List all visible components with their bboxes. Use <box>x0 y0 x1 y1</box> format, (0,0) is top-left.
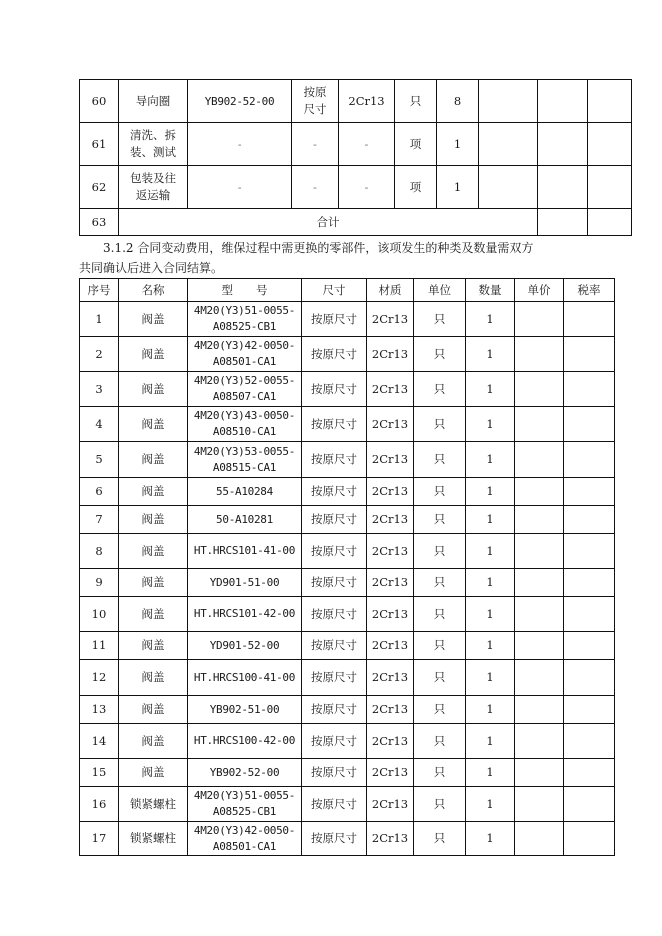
cell-no: 63 <box>80 209 119 236</box>
cell-tax-rate <box>564 632 615 660</box>
cell-price <box>479 80 538 123</box>
cell-qty: 1 <box>466 696 515 724</box>
column-header: 材质 <box>367 279 414 302</box>
cell-name: 阀盖 <box>119 597 188 632</box>
cell-size: 按原尺寸 <box>302 660 367 696</box>
cell-model: YB902-52-00 <box>188 80 292 123</box>
cell-no: 7 <box>80 506 119 534</box>
cell-no: 4 <box>80 407 119 442</box>
cell-size: 按原尺寸 <box>302 569 367 597</box>
cell-qty: 1 <box>466 597 515 632</box>
cell-price <box>515 822 564 856</box>
cell-unit: 项 <box>395 123 437 166</box>
cell-model: 55-A10284 <box>188 478 302 506</box>
table-row <box>80 632 615 660</box>
cell-extra <box>588 123 632 166</box>
table-row <box>80 724 615 759</box>
cell-size: 按原尺寸 <box>302 302 367 337</box>
cell-no: 3 <box>80 372 119 407</box>
cell-tax-rate <box>564 569 615 597</box>
cell-name: 阀盖 <box>119 407 188 442</box>
cell-size: 按原尺寸 <box>302 534 367 569</box>
column-header: 单价 <box>515 279 564 302</box>
cell-price <box>515 696 564 724</box>
cell-price <box>515 569 564 597</box>
cell-material: 2Cr13 <box>367 724 414 759</box>
cell-size: 按原尺寸 <box>302 759 367 787</box>
cell-name: 阀盖 <box>119 696 188 724</box>
cell-qty: 1 <box>466 787 515 822</box>
cell-model: 4M20(Y3)42-0050-A08501-CA1 <box>188 822 302 856</box>
table-row <box>80 569 615 597</box>
cell-qty: 1 <box>466 372 515 407</box>
cell-unit: 只 <box>414 597 466 632</box>
cell-material: 2Cr13 <box>367 407 414 442</box>
cell-tax-rate <box>564 787 615 822</box>
cell-model: 4M20(Y3)42-0050-A08501-CA1 <box>188 337 302 372</box>
table-row <box>80 478 615 506</box>
cell-name: 阀盖 <box>119 759 188 787</box>
cell-name: 阀盖 <box>119 569 188 597</box>
cell-no: 8 <box>80 534 119 569</box>
cell-no: 14 <box>80 724 119 759</box>
cell-qty: 1 <box>466 506 515 534</box>
cell-price <box>515 337 564 372</box>
cell-material: 2Cr13 <box>367 660 414 696</box>
cell-size: - <box>292 166 339 209</box>
table-row <box>80 407 615 442</box>
cell-price <box>515 407 564 442</box>
cell-material: 2Cr13 <box>367 372 414 407</box>
cell-unit: 只 <box>414 302 466 337</box>
cell-size: 按原尺寸 <box>302 597 367 632</box>
variable-parts-table <box>79 278 615 856</box>
cell-material: 2Cr13 <box>367 569 414 597</box>
cell-material: 2Cr13 <box>367 302 414 337</box>
cell-unit: 只 <box>414 506 466 534</box>
cell-name: 导向圈 <box>119 80 188 123</box>
cell-size: 按原尺寸 <box>302 787 367 822</box>
cell-name: 锁紧螺柱 <box>119 787 188 822</box>
cell-extra <box>588 209 632 236</box>
cell-qty: 1 <box>466 724 515 759</box>
cell-size: 按原尺寸 <box>302 407 367 442</box>
cell-model: 4M20(Y3)51-0055-A08525-CB1 <box>188 302 302 337</box>
cell-tax-rate <box>564 597 615 632</box>
cell-no: 10 <box>80 597 119 632</box>
cell-tax-rate <box>564 759 615 787</box>
cell-unit: 只 <box>414 660 466 696</box>
table-row <box>80 337 615 372</box>
cell-model: YB902-52-00 <box>188 759 302 787</box>
cell-unit: 只 <box>414 569 466 597</box>
cell-qty: 1 <box>466 822 515 856</box>
cell-name: 清洗、拆装、测试 <box>119 123 188 166</box>
cell-tax-rate <box>538 166 588 209</box>
table-row <box>80 302 615 337</box>
cell-model: HT.HRCS101-42-00 <box>188 597 302 632</box>
column-header: 税率 <box>564 279 615 302</box>
cell-tax-rate <box>564 337 615 372</box>
cell-material: 2Cr13 <box>367 597 414 632</box>
cell-size: 按原尺寸 <box>302 822 367 856</box>
cell-size: 按原尺寸 <box>302 337 367 372</box>
cell-price <box>515 759 564 787</box>
cell-price <box>515 660 564 696</box>
cell-no: 5 <box>80 442 119 478</box>
cell-material: 2Cr13 <box>339 80 395 123</box>
cell-tax-rate <box>564 660 615 696</box>
cell-qty: 1 <box>437 166 479 209</box>
cell-no: 9 <box>80 569 119 597</box>
cell-model: - <box>188 166 292 209</box>
cell-material: - <box>339 123 395 166</box>
cell-model: HT.HRCS101-41-00 <box>188 534 302 569</box>
cell-price <box>515 787 564 822</box>
cell-unit: 只 <box>414 442 466 478</box>
cell-size: 按原尺寸 <box>302 478 367 506</box>
table-row <box>80 597 615 632</box>
cell-material: - <box>339 166 395 209</box>
cell-model: YD901-52-00 <box>188 632 302 660</box>
cell-name: 阀盖 <box>119 724 188 759</box>
top-parts-table <box>79 79 632 236</box>
cell-unit: 只 <box>414 822 466 856</box>
table-row <box>80 759 615 787</box>
cell-unit: 只 <box>414 696 466 724</box>
cell-price <box>515 442 564 478</box>
cell-tax-rate <box>564 822 615 856</box>
cell-price <box>479 166 538 209</box>
cell-unit: 只 <box>414 632 466 660</box>
cell-no: 61 <box>80 123 119 166</box>
cell-unit: 只 <box>414 759 466 787</box>
cell-qty: 1 <box>466 632 515 660</box>
table-row <box>80 372 615 407</box>
cell-qty: 1 <box>466 660 515 696</box>
cell-qty: 1 <box>437 123 479 166</box>
cell-tax-rate <box>564 442 615 478</box>
cell-model: 4M20(Y3)53-0055-A08515-CA1 <box>188 442 302 478</box>
cell-unit: 只 <box>414 724 466 759</box>
cell-no: 17 <box>80 822 119 856</box>
cell-name: 阀盖 <box>119 478 188 506</box>
table-row <box>80 696 615 724</box>
table-header-row <box>80 279 615 302</box>
cell-qty: 1 <box>466 534 515 569</box>
cell-unit: 只 <box>414 407 466 442</box>
cell-name: 包装及往返运输 <box>119 166 188 209</box>
cell-qty: 1 <box>466 442 515 478</box>
cell-model: YB902-51-00 <box>188 696 302 724</box>
table-row <box>80 534 615 569</box>
cell-tax-rate <box>564 506 615 534</box>
cell-unit: 只 <box>414 787 466 822</box>
cell-material: 2Cr13 <box>367 534 414 569</box>
cell-model: - <box>188 123 292 166</box>
table-row <box>80 166 632 209</box>
cell-qty: 1 <box>466 337 515 372</box>
cell-model: 4M20(Y3)43-0050-A08510-CA1 <box>188 407 302 442</box>
cell-material: 2Cr13 <box>367 442 414 478</box>
cell-tax-rate <box>564 372 615 407</box>
cell-no: 15 <box>80 759 119 787</box>
cell-material: 2Cr13 <box>367 696 414 724</box>
cell-tax-rate <box>538 209 588 236</box>
cell-no: 11 <box>80 632 119 660</box>
cell-material: 2Cr13 <box>367 759 414 787</box>
cell-unit: 项 <box>395 166 437 209</box>
cell-tax-rate <box>538 80 588 123</box>
cell-name: 阀盖 <box>119 337 188 372</box>
cell-price <box>515 632 564 660</box>
cell-price <box>515 478 564 506</box>
cell-size: 按原尺寸 <box>302 632 367 660</box>
cell-price <box>515 372 564 407</box>
cell-price <box>515 534 564 569</box>
cell-size: 按原尺寸 <box>302 372 367 407</box>
cell-no: 62 <box>80 166 119 209</box>
cell-tax-rate <box>564 534 615 569</box>
cell-name: 阀盖 <box>119 302 188 337</box>
cell-size: 按原尺寸 <box>302 506 367 534</box>
cell-price <box>515 597 564 632</box>
cell-qty: 1 <box>466 569 515 597</box>
cell-no: 1 <box>80 302 119 337</box>
clause-3-1-2-line1: 3.1.2 合同变动费用，维保过程中需更换的零部件，该项发生的种类及数量需双方 <box>103 241 534 255</box>
cell-tax-rate <box>564 696 615 724</box>
table-row <box>80 506 615 534</box>
cell-price <box>515 302 564 337</box>
table-row <box>80 123 632 166</box>
total-label: 合计 <box>119 209 538 236</box>
cell-qty: 1 <box>466 759 515 787</box>
cell-unit: 只 <box>414 534 466 569</box>
cell-name: 阀盖 <box>119 506 188 534</box>
cell-tax-rate <box>564 302 615 337</box>
cell-no: 2 <box>80 337 119 372</box>
cell-size: 按原尺寸 <box>302 442 367 478</box>
cell-tax-rate <box>564 407 615 442</box>
cell-no: 16 <box>80 787 119 822</box>
cell-model: 4M20(Y3)52-0055-A08507-CA1 <box>188 372 302 407</box>
cell-unit: 只 <box>414 478 466 506</box>
column-header: 单位 <box>414 279 466 302</box>
cell-name: 阀盖 <box>119 442 188 478</box>
cell-material: 2Cr13 <box>367 787 414 822</box>
cell-tax-rate <box>564 724 615 759</box>
cell-tax-rate <box>564 478 615 506</box>
cell-extra <box>588 80 632 123</box>
cell-unit: 只 <box>395 80 437 123</box>
cell-price <box>479 123 538 166</box>
table-row <box>80 787 615 822</box>
cell-extra <box>588 166 632 209</box>
cell-tax-rate <box>538 123 588 166</box>
cell-unit: 只 <box>414 372 466 407</box>
cell-qty: 1 <box>466 302 515 337</box>
column-header: 型 号 <box>188 279 302 302</box>
cell-size: 按原尺寸 <box>302 696 367 724</box>
cell-qty: 8 <box>437 80 479 123</box>
table-row <box>80 660 615 696</box>
cell-material: 2Cr13 <box>367 822 414 856</box>
cell-price <box>515 724 564 759</box>
cell-no: 60 <box>80 80 119 123</box>
table-row <box>80 822 615 856</box>
column-header: 尺寸 <box>302 279 367 302</box>
table-row <box>80 442 615 478</box>
cell-no: 6 <box>80 478 119 506</box>
cell-no: 13 <box>80 696 119 724</box>
cell-material: 2Cr13 <box>367 478 414 506</box>
cell-size: 按原尺寸 <box>302 724 367 759</box>
cell-model: 50-A10281 <box>188 506 302 534</box>
cell-material: 2Cr13 <box>367 632 414 660</box>
cell-size: - <box>292 123 339 166</box>
cell-size: 按原尺寸 <box>292 80 339 123</box>
cell-qty: 1 <box>466 407 515 442</box>
cell-price <box>515 506 564 534</box>
table-row <box>80 80 632 123</box>
column-header: 名称 <box>119 279 188 302</box>
cell-material: 2Cr13 <box>367 506 414 534</box>
cell-material: 2Cr13 <box>367 337 414 372</box>
cell-model: HT.HRCS100-42-00 <box>188 724 302 759</box>
cell-name: 阀盖 <box>119 534 188 569</box>
cell-unit: 只 <box>414 337 466 372</box>
cell-name: 阀盖 <box>119 632 188 660</box>
cell-name: 阀盖 <box>119 372 188 407</box>
column-header: 数量 <box>466 279 515 302</box>
clause-3-1-2-line2: 共同确认后进入合同结算。 <box>79 261 224 275</box>
cell-name: 阀盖 <box>119 660 188 696</box>
cell-qty: 1 <box>466 478 515 506</box>
total-row <box>80 209 632 236</box>
cell-no: 12 <box>80 660 119 696</box>
cell-model: HT.HRCS100-41-00 <box>188 660 302 696</box>
cell-model: YD901-51-00 <box>188 569 302 597</box>
column-header: 序号 <box>80 279 119 302</box>
cell-name: 锁紧螺柱 <box>119 822 188 856</box>
cell-model: 4M20(Y3)51-0055-A08525-CB1 <box>188 787 302 822</box>
